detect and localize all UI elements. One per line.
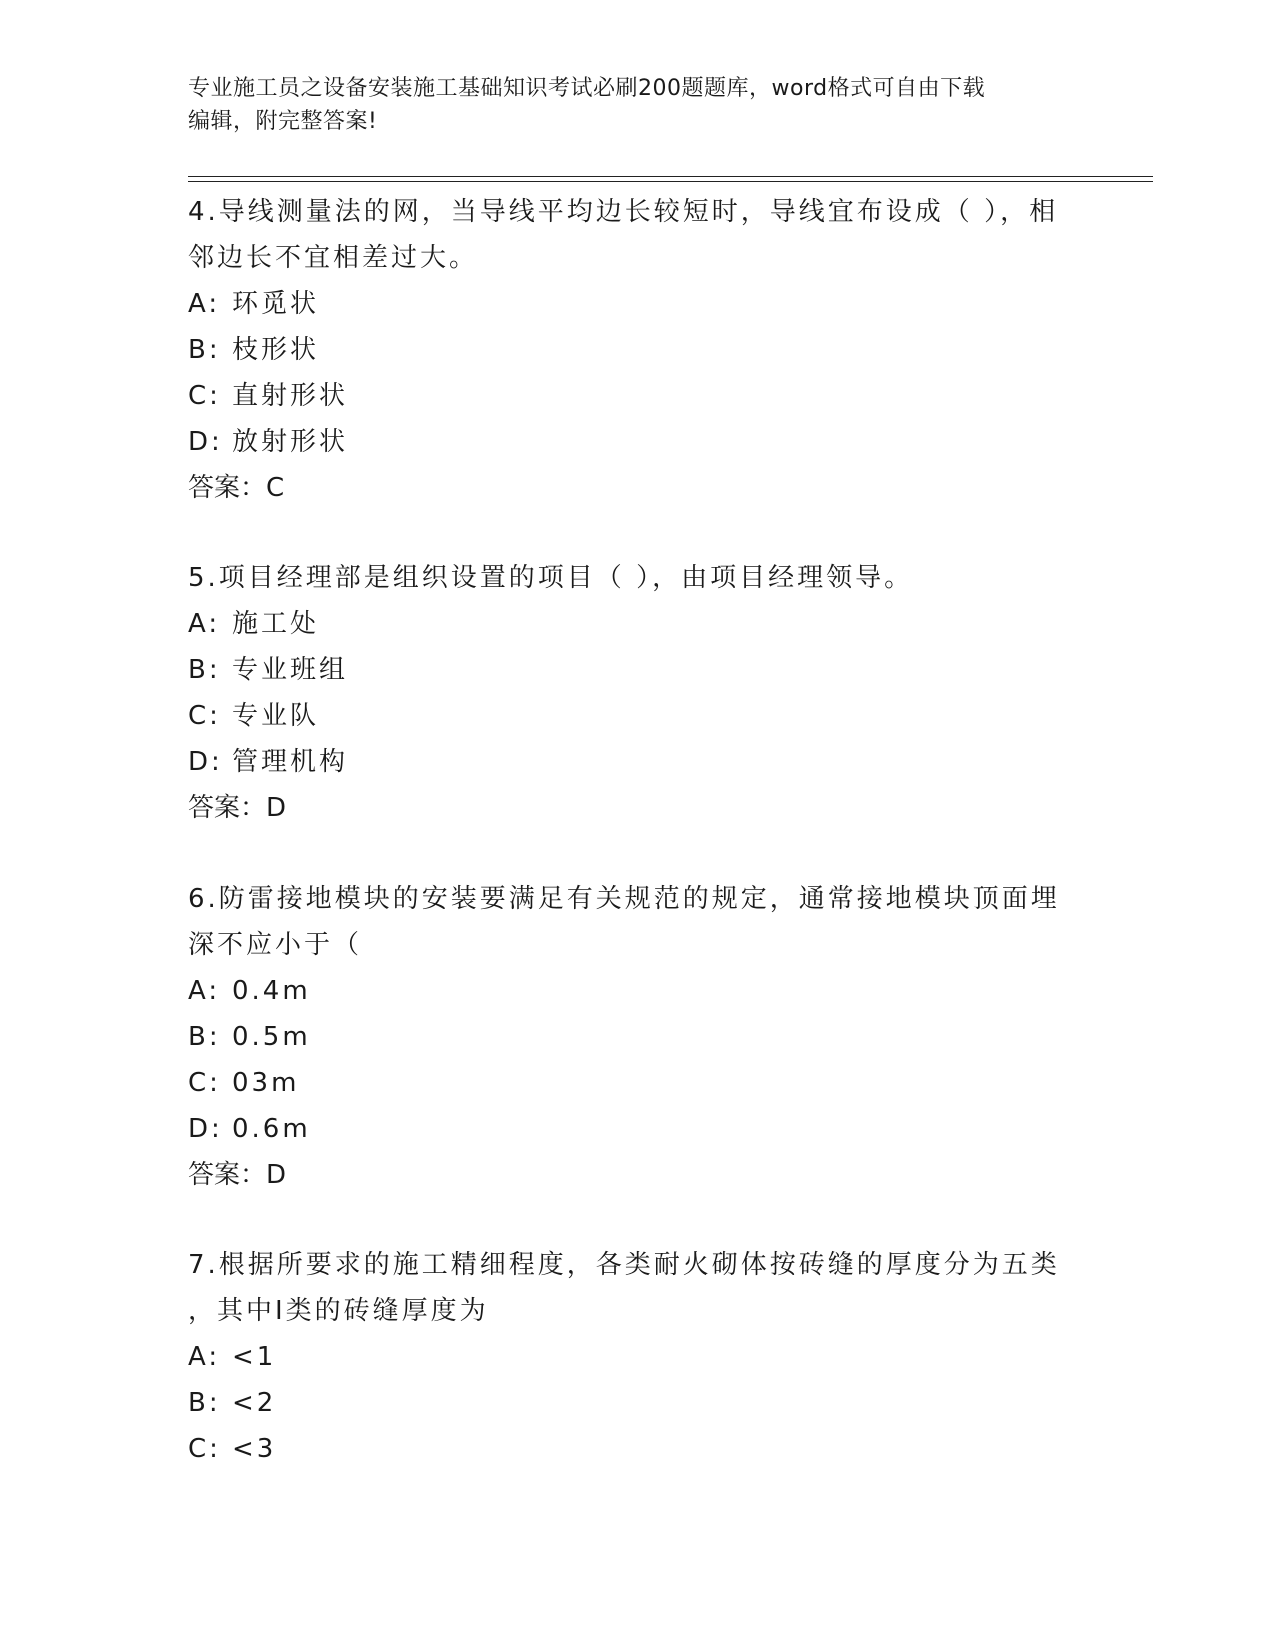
- option-d: [188, 1106, 1088, 1152]
- option-c: [188, 373, 1088, 419]
- option-text: 环觅状: [232, 289, 320, 319]
- question-7: [188, 1242, 1088, 1472]
- option-letter: D:: [188, 747, 223, 777]
- answer-label: 答案：D: [188, 1160, 287, 1190]
- option-letter: B:: [188, 1388, 221, 1418]
- option-letter: C:: [188, 1068, 221, 1098]
- header-line-2: 编辑，附完整答案!: [188, 109, 378, 134]
- option-d: [188, 419, 1088, 465]
- option-text: 管理机构: [232, 747, 349, 777]
- question-stem-line: 4.导线测量法的网，当导线平均边长较短时，导线宜布设成（ ），相: [188, 197, 1059, 227]
- option-letter: B:: [188, 655, 221, 685]
- option-b: [188, 327, 1088, 373]
- answer-label: 答案：C: [188, 473, 285, 503]
- option-text: <3: [232, 1434, 277, 1464]
- option-text: <2: [232, 1388, 277, 1418]
- option-text: 专业队: [232, 701, 320, 731]
- question-stem-line: ，其中I类的砖缝厚度为: [188, 1296, 489, 1326]
- option-letter: B:: [188, 335, 221, 365]
- header-line-1: 专业施工员之设备安装施工基础知识考试必刷200题题库，word格式可自由下载: [188, 76, 986, 101]
- question-5: [188, 555, 1088, 831]
- header-divider-bottom: [188, 181, 1153, 182]
- option-letter: C:: [188, 381, 221, 411]
- question-stem-line: 6.防雷接地模块的安装要满足有关规范的规定，通常接地模块顶面埋: [188, 884, 1060, 914]
- option-letter: A:: [188, 609, 221, 639]
- option-text: <1: [232, 1342, 277, 1372]
- option-text: 施工处: [232, 609, 320, 639]
- option-b: [188, 1014, 1088, 1060]
- option-letter: A:: [188, 976, 221, 1006]
- option-letter: C:: [188, 1434, 221, 1464]
- question-6: [188, 876, 1088, 1198]
- option-letter: C:: [188, 701, 221, 731]
- option-text: 专业班组: [232, 655, 349, 685]
- option-text: 枝形状: [232, 335, 320, 365]
- question-stem-line: 5.项目经理部是组织设置的项目（ ），由项目经理领导。: [188, 563, 914, 593]
- option-letter: D:: [188, 427, 223, 457]
- option-a: [188, 968, 1088, 1014]
- document-header: [188, 72, 1068, 138]
- option-c: [188, 1060, 1088, 1106]
- option-a: [188, 281, 1088, 327]
- option-d: [188, 739, 1088, 785]
- option-text: 0.5m: [232, 1022, 311, 1052]
- option-letter: A:: [188, 1342, 221, 1372]
- option-c: [188, 1426, 1088, 1472]
- question-4: [188, 189, 1088, 511]
- option-letter: A:: [188, 289, 221, 319]
- option-b: [188, 1380, 1088, 1426]
- option-b: [188, 647, 1088, 693]
- header-divider-top: [188, 176, 1153, 177]
- option-text: 直射形状: [232, 381, 349, 411]
- option-a: [188, 601, 1088, 647]
- question-stem-line: 深不应小于（: [188, 930, 363, 960]
- option-text: 放射形状: [232, 427, 349, 457]
- option-letter: B:: [188, 1022, 221, 1052]
- option-text: 0.4m: [232, 976, 311, 1006]
- answer-label: 答案：D: [188, 793, 287, 823]
- option-c: [188, 693, 1088, 739]
- option-text: 03m: [232, 1068, 300, 1098]
- option-letter: D:: [188, 1114, 223, 1144]
- option-a: [188, 1334, 1088, 1380]
- question-stem-line: 邻边长不宜相差过大。: [188, 243, 479, 273]
- question-stem-line: 7.根据所要求的施工精细程度，各类耐火砌体按砖缝的厚度分为五类: [188, 1250, 1060, 1280]
- option-text: 0.6m: [232, 1114, 311, 1144]
